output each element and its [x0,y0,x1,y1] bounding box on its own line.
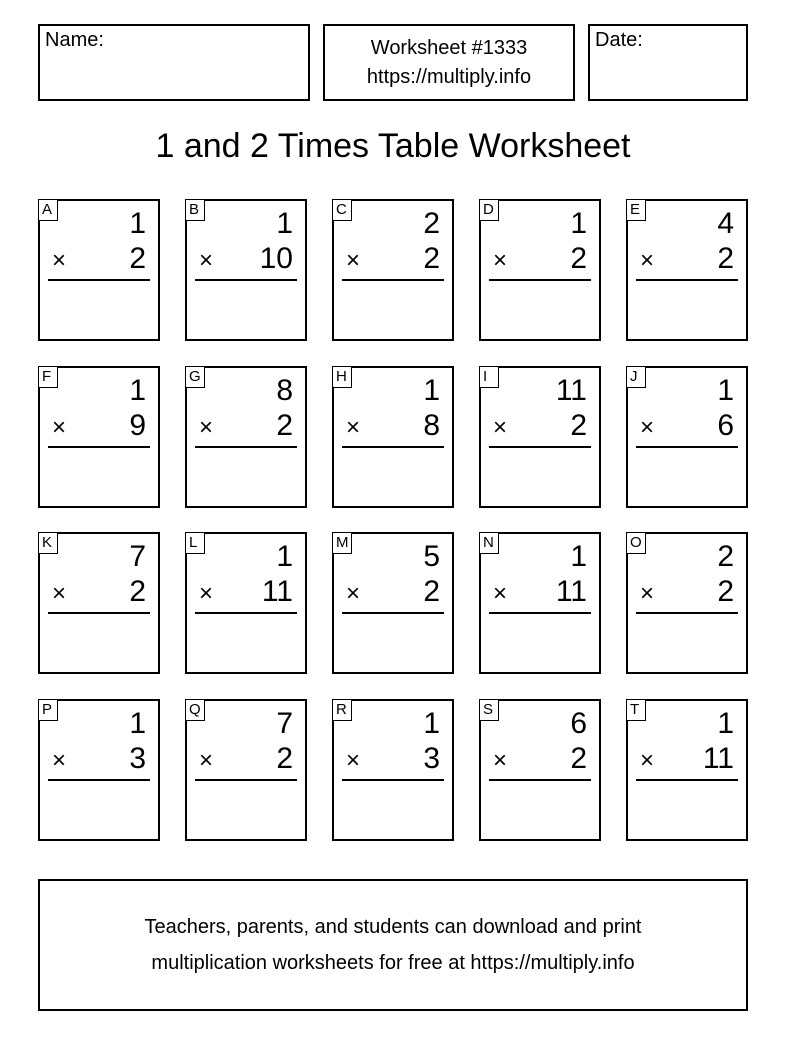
problem-card[interactable] [38,532,160,674]
multiplier: 2 [129,242,146,275]
multiplicand: 1 [423,707,440,740]
multiplicand: 6 [570,707,587,740]
problem-letter: F [38,366,58,388]
multiplicand: 11 [555,374,587,407]
multiplier: 3 [423,742,440,775]
multiplier: 2 [276,409,293,442]
problem-card[interactable] [38,699,160,841]
multiplicand: 1 [570,540,587,573]
multiplicand: 1 [717,374,734,407]
problem-card[interactable] [626,532,748,674]
problem-letter: C [332,199,352,221]
answer-line [342,779,444,781]
times-sign: × [52,747,67,774]
multiplicand: 1 [129,707,146,740]
problem-letter: J [626,366,646,388]
multiplier: 11 [555,575,587,608]
times-sign: × [493,747,508,774]
multiplicand: 2 [717,540,734,573]
answer-line [636,279,738,281]
problem-card[interactable] [479,532,601,674]
multiplicand: 1 [276,207,293,240]
problem-letter: N [479,532,499,554]
problem-letter: K [38,532,58,554]
answer-line [195,779,297,781]
problem-letter: B [185,199,205,221]
times-sign: × [199,580,214,607]
multiplier: 2 [423,575,440,608]
footer-box [38,879,748,1011]
problem-card[interactable] [626,199,748,341]
multiplier: 2 [570,242,587,275]
date-label: Date: [595,29,643,51]
multiplicand: 1 [570,207,587,240]
problem-card[interactable] [185,532,307,674]
answer-line [489,446,591,448]
problem-letter: R [332,699,352,721]
answer-line [48,279,150,281]
problem-card[interactable] [479,199,601,341]
problem-card[interactable] [38,199,160,341]
multiplicand: 1 [129,374,146,407]
times-sign: × [199,247,214,274]
multiplier: 2 [276,742,293,775]
problem-letter: L [185,532,205,554]
problem-letter: T [626,699,646,721]
answer-line [342,446,444,448]
problem-letter: Q [185,699,205,721]
multiplicand: 1 [423,374,440,407]
answer-line [489,779,591,781]
multiplier: 2 [570,409,587,442]
multiplier: 11 [261,575,293,608]
problem-card[interactable] [185,366,307,508]
worksheet-website: https://multiply.info [366,66,532,88]
multiplier: 3 [129,742,146,775]
problem-letter: D [479,199,499,221]
problem-card[interactable] [479,366,601,508]
multiplier: 10 [259,242,293,275]
times-sign: × [493,247,508,274]
times-sign: × [199,414,214,441]
answer-line [195,279,297,281]
problem-card[interactable] [332,532,454,674]
times-sign: × [640,414,655,441]
multiplicand: 5 [423,540,440,573]
answer-line [342,612,444,614]
answer-line [636,779,738,781]
multiplicand: 4 [717,207,734,240]
problem-card[interactable] [332,699,454,841]
multiplier: 6 [717,409,734,442]
problem-card[interactable] [38,366,160,508]
problem-card[interactable] [479,699,601,841]
problem-letter: I [479,366,499,388]
times-sign: × [640,247,655,274]
times-sign: × [346,414,361,441]
name-label: Name: [45,29,104,51]
footer-text-line-2: multiplication worksheets for free at https://multiply.info [151,952,635,974]
times-sign: × [493,414,508,441]
multiplicand: 2 [423,207,440,240]
times-sign: × [640,580,655,607]
multiplier: 11 [702,742,734,775]
times-sign: × [346,580,361,607]
times-sign: × [52,580,67,607]
multiplier: 2 [423,242,440,275]
problem-card[interactable] [332,366,454,508]
problem-letter: H [332,366,352,388]
multiplicand: 7 [276,707,293,740]
problem-card[interactable] [626,699,748,841]
multiplicand: 1 [276,540,293,573]
answer-line [489,612,591,614]
multiplier: 9 [129,409,146,442]
answer-line [195,612,297,614]
footer-text-line-1: Teachers, parents, and students can download and print [144,916,642,938]
answer-line [636,612,738,614]
times-sign: × [493,580,508,607]
problem-letter: G [185,366,205,388]
answer-line [48,779,150,781]
multiplicand: 8 [276,374,293,407]
multiplier: 2 [129,575,146,608]
answer-line [489,279,591,281]
answer-line [48,612,150,614]
problem-card[interactable] [185,699,307,841]
times-sign: × [640,747,655,774]
multiplier: 2 [570,742,587,775]
problem-letter: S [479,699,499,721]
problem-letter: O [626,532,646,554]
times-sign: × [199,747,214,774]
multiplicand: 7 [129,540,146,573]
multiplicand: 1 [129,207,146,240]
problem-card[interactable] [185,199,307,341]
times-sign: × [52,414,67,441]
times-sign: × [346,747,361,774]
problem-letter: M [332,532,352,554]
answer-line [342,279,444,281]
problem-letter: E [626,199,646,221]
multiplier: 2 [717,575,734,608]
worksheet-number: Worksheet #1333 [370,37,528,59]
answer-line [48,446,150,448]
answer-line [195,446,297,448]
answer-line [636,446,738,448]
problem-card[interactable] [332,199,454,341]
times-sign: × [52,247,67,274]
problem-letter: P [38,699,58,721]
problem-letter: A [38,199,58,221]
multiplicand: 1 [717,707,734,740]
multiplier: 2 [717,242,734,275]
problem-card[interactable] [626,366,748,508]
multiplier: 8 [423,409,440,442]
page-title: 1 and 2 Times Table Worksheet [155,127,631,165]
times-sign: × [346,247,361,274]
